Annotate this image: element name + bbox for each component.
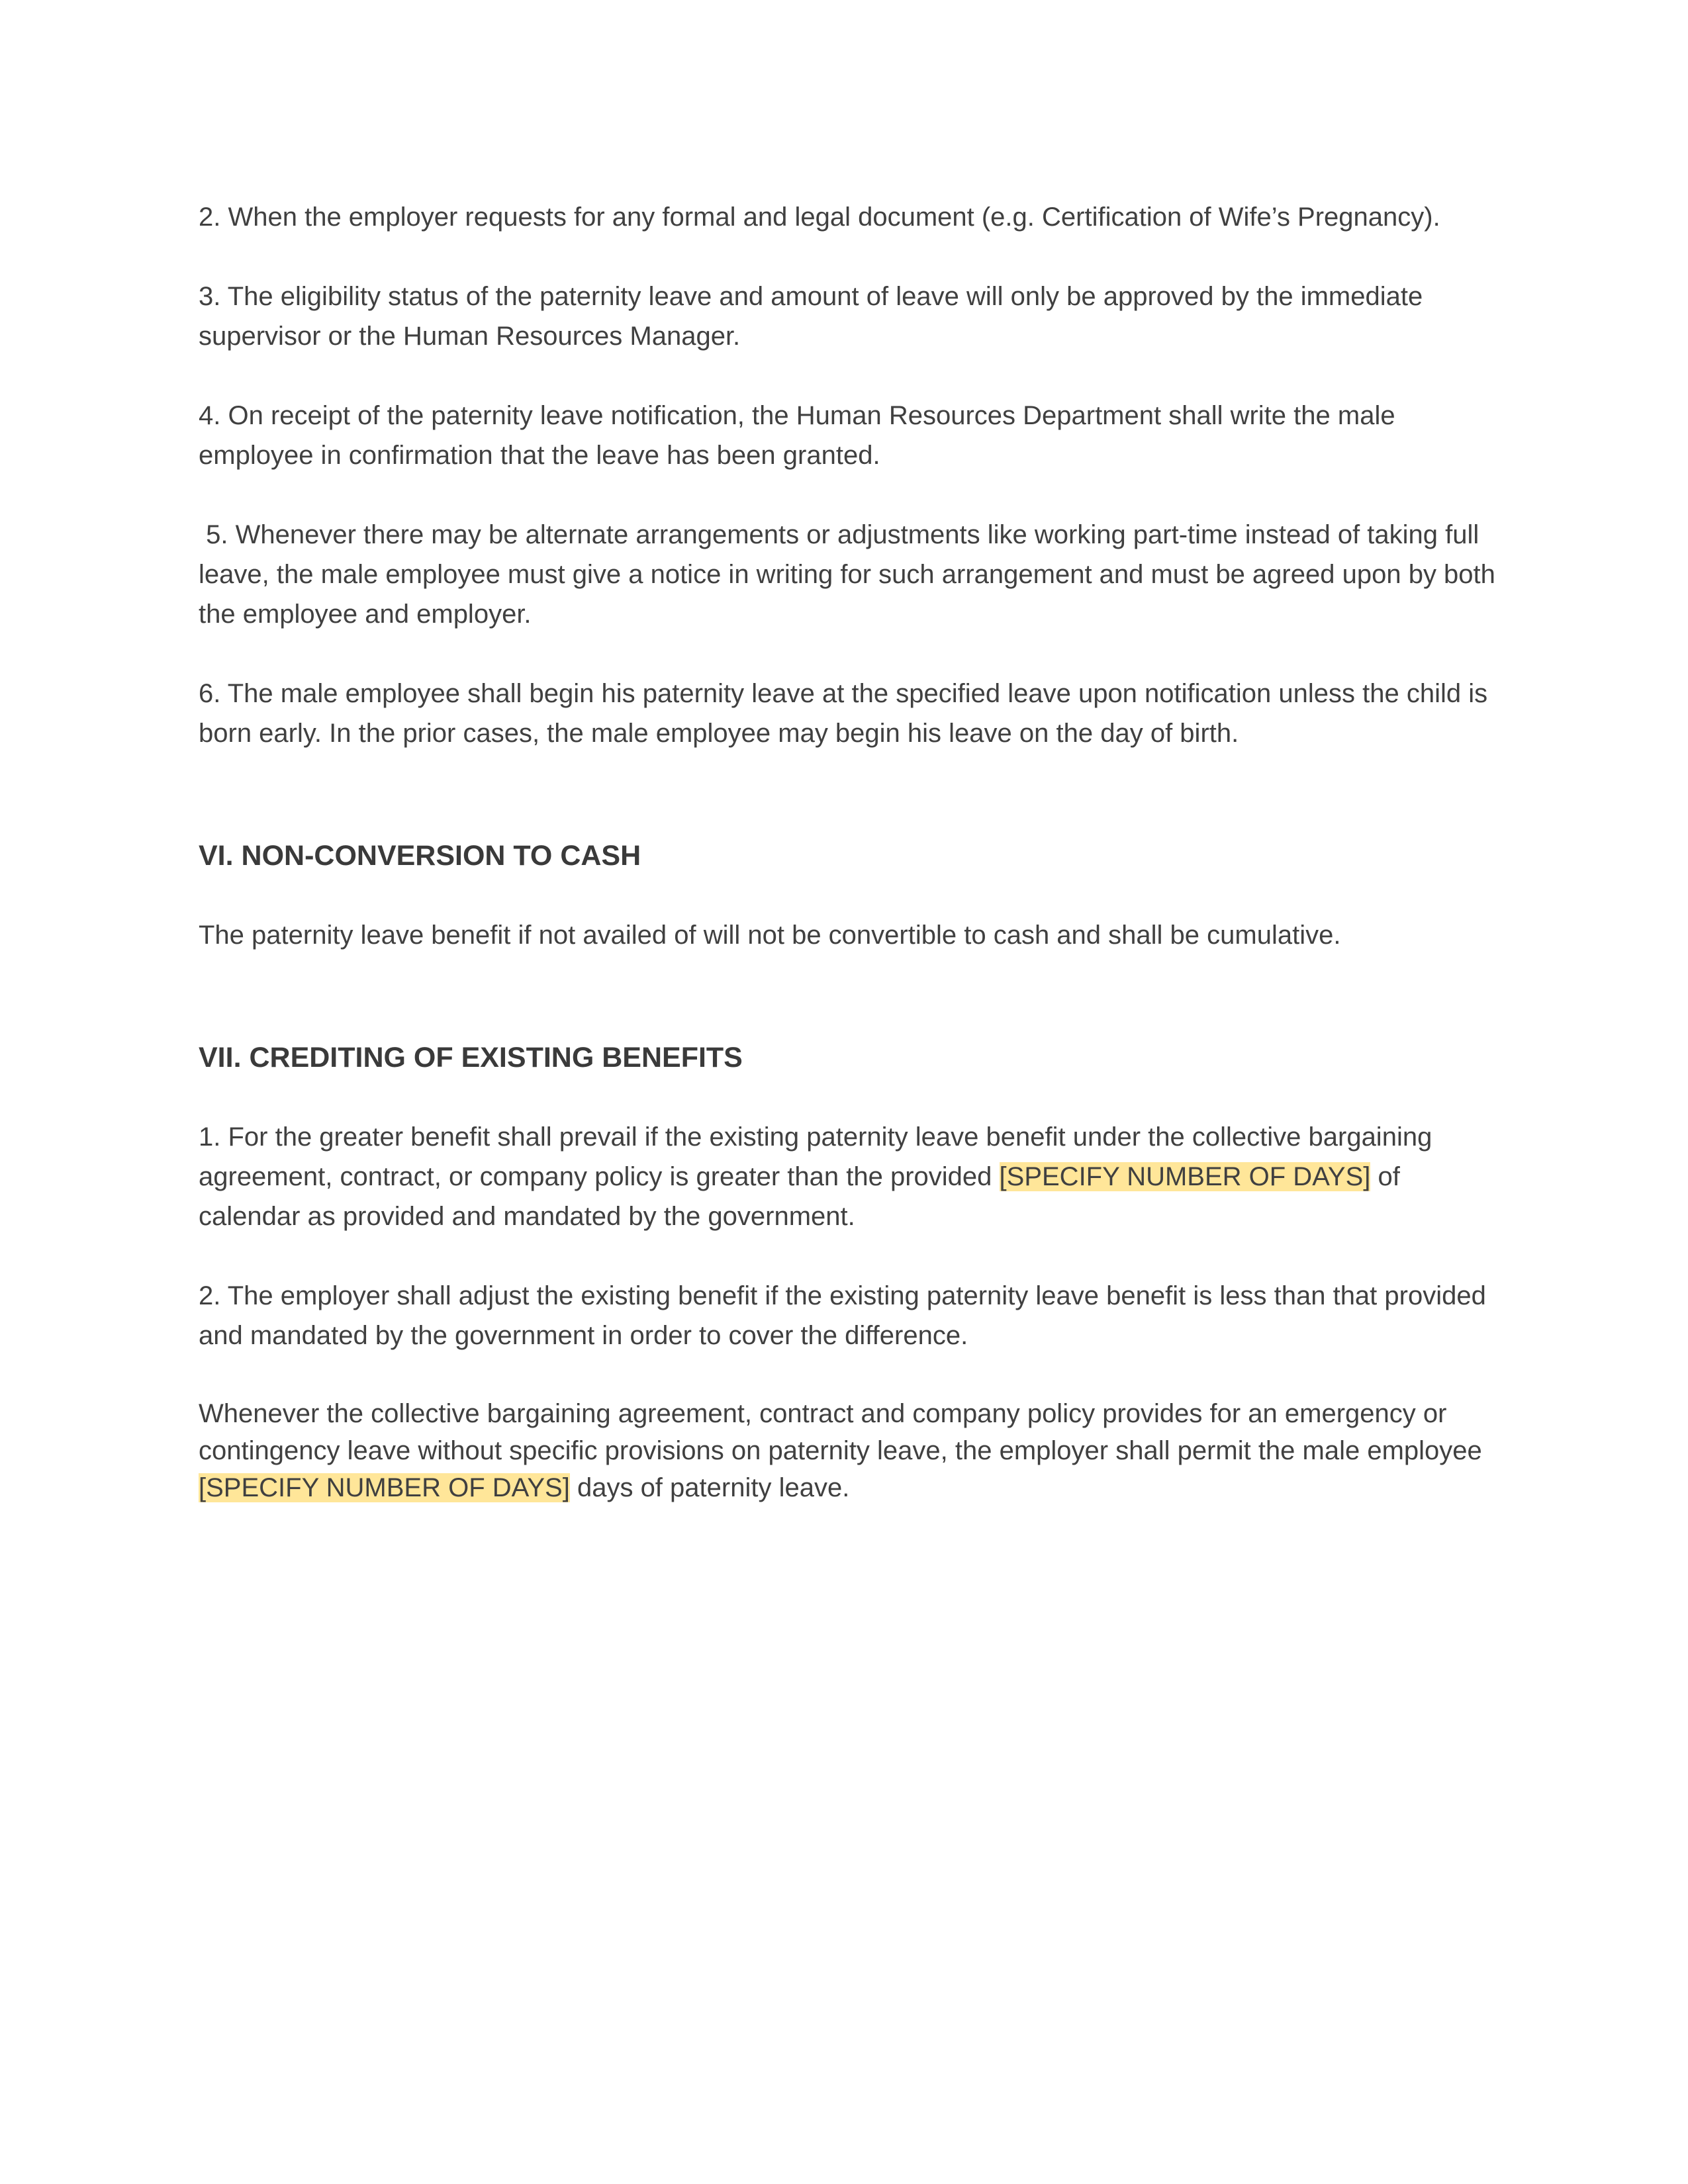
section-vii-item-1-text-end: of calendar as provided and mandated by the government. xyxy=(199,1162,1400,1231)
section-vi-body: The paternity leave benefit if not availed of will not be convertible to cash and shall be cumulative. xyxy=(199,921,1341,950)
section-vii-closing-text: Whenever the collective bargaining agreement, contract and company policy provides for an emergency or contingency leave without specific provisions on paternity leave, the employer shall permit the male employee xyxy=(199,1399,1482,1465)
section-v-item-2: 2. When the employer requests for any formal and legal document (e.g. Certification of Wife’s Pregnancy). xyxy=(199,203,1440,232)
section-vii-closing xyxy=(199,1395,1496,1506)
section-vi-heading: VI. NON-CONVERSION TO CASH xyxy=(199,840,641,872)
section-vii-item-2: 2. The employer shall adjust the existing benefit if the existing paternity leave benefit is less than that provided and mandated by the government in order to cover the difference. xyxy=(199,1281,1486,1350)
placeholder-highlight: [SPECIFY NUMBER OF DAYS] xyxy=(999,1162,1371,1191)
section-v-item-5: 5. Whenever there may be alternate arrangements or adjustments like working part-time instead of taking full leave, the male employee must give a notice in writing for such arrangement and must be agreed upon by both the employee and employer. xyxy=(199,520,1503,629)
section-v-item-4: 4. On receipt of the paternity leave notification, the Human Resources Department shall write the male employee in confirmation that the leave has been granted. xyxy=(199,401,1395,470)
document-page xyxy=(199,197,1503,1506)
section-v-item-6: 6. The male employee shall begin his paternity leave at the specified leave upon notification unless the child is born early. In the prior cases, the male employee may begin his leave on the day of birth. xyxy=(199,679,1488,748)
section-v-item-3: 3. The eligibility status of the paternity leave and amount of leave will only be approved by the immediate supervisor or the Human Resources Manager. xyxy=(199,282,1423,351)
section-vii-item-1-text: 1. For the greater benefit shall prevail if the existing paternity leave benefit under the collective bargaining agreement, contract, or company policy is greater than the provided xyxy=(199,1122,1432,1191)
placeholder-highlight: [SPECIFY NUMBER OF DAYS] xyxy=(199,1473,570,1502)
section-vii-item-1 xyxy=(199,1117,1496,1236)
section-vii-closing-text-end: days of paternity leave. xyxy=(569,1473,850,1502)
section-vii-heading: VII. CREDITING OF EXISTING BENEFITS xyxy=(199,1042,743,1073)
